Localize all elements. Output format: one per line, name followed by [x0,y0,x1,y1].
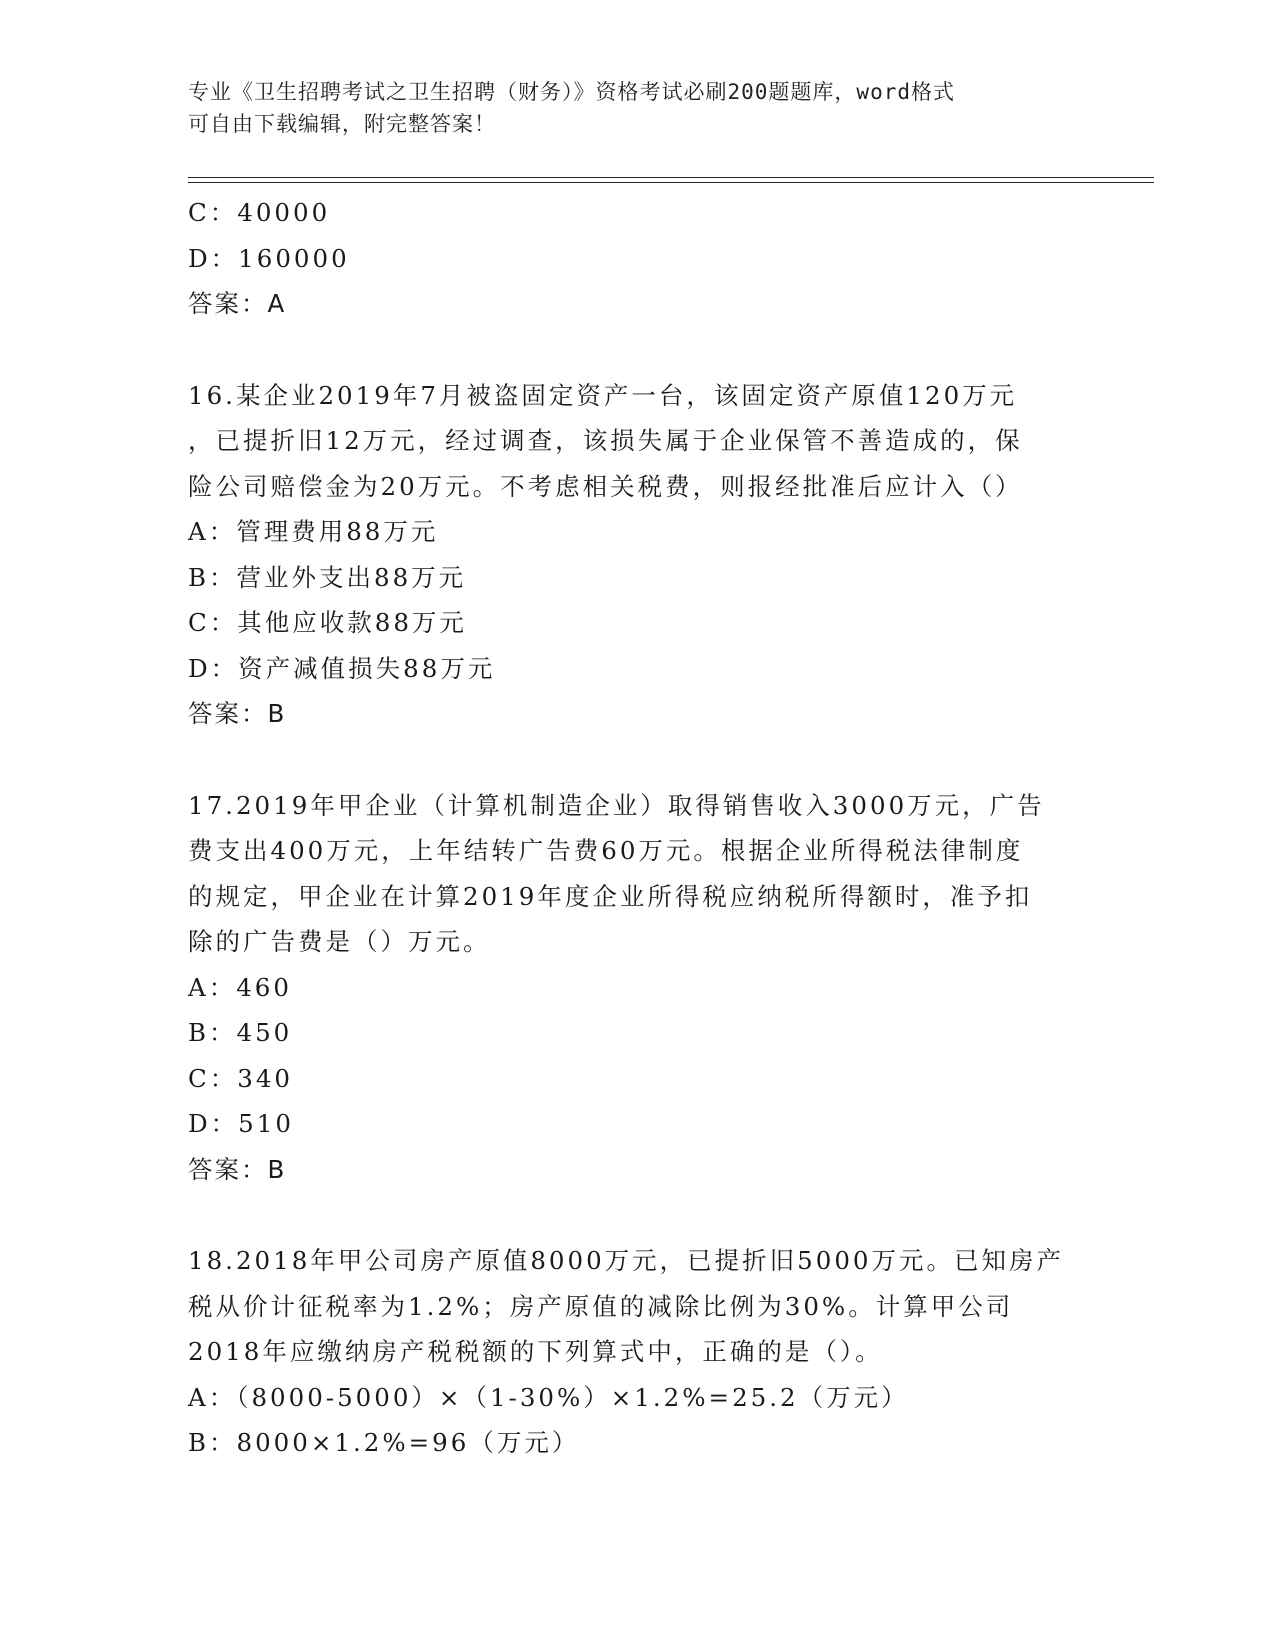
option-b: B：450 [188,1018,293,1047]
header-divider-bottom [188,182,1154,183]
answer-line: 答案：B [188,699,287,728]
option-a: A：管理费用88万元 [188,517,439,546]
option-d: D：160000 [188,243,350,273]
question-text-line: 的规定，甲企业在计算2019年度企业所得税应纳税所得额时，准予扣 [188,881,1033,911]
question-17 [188,783,1088,1193]
option-b: B：8000×1.2%=96（万元） [188,1428,580,1457]
question-16 [188,373,1088,737]
option-b: B：营业外支出88万元 [188,562,467,592]
option-d: D：510 [188,1109,294,1138]
question-text-line: 费支出400万元，上年结转广告费60万元。根据企业所得税法律制度 [188,836,1024,865]
spacer [188,1192,1088,1238]
header-title-line-1: 专业《卫生招聘考试之卫生招聘（财务）》资格考试必刷200题题库，word格式 [188,80,955,104]
header-divider-top [188,177,1154,178]
option-a: A：（8000-5000）×（1-30%）×1.2%=25.2（万元） [188,1382,909,1412]
question-text-line: 税从价计征税率为1.2%；房产原值的减除比例为30%。计算甲公司 [188,1291,1014,1321]
question-text-line: ，已提折旧12万元，经过调查，该损失属于企业保管不善造成的，保 [188,426,1023,455]
document-body [188,190,1088,1466]
spacer [188,327,1088,373]
previous-question [188,190,1088,327]
question-text-line: 险公司赔偿金为20万元。不考虑相关税费，则报经批准后应计入（） [188,471,1023,501]
option-c: C：340 [188,1063,294,1093]
option-c: C：40000 [188,198,331,227]
question-text-line: 17.2019年甲企业（计算机制造企业）取得销售收入3000万元，广告 [188,790,1045,820]
question-text-line: 16.某企业2019年7月被盗固定资产一台，该固定资产原值120万元 [188,380,1018,410]
answer-line: 答案：B [188,1154,287,1184]
header-title-line-2: 可自由下载编辑，附完整答案！ [188,112,496,136]
question-text-line: 2018年应缴纳房产税税额的下列算式中，正确的是（）。 [188,1337,883,1366]
question-text-line: 除的广告费是（）万元。 [188,927,491,956]
option-d: D：资产减值损失88万元 [188,653,496,683]
question-text-line: 18.2018年甲公司房产原值8000万元，已提折旧5000万元。已知房产 [188,1246,1065,1275]
spacer [188,737,1088,783]
question-18 [188,1238,1088,1466]
page-header [188,76,1088,140]
option-c: C：其他应收款88万元 [188,608,467,637]
option-a: A：460 [188,972,292,1002]
answer-line: 答案：A [188,289,287,318]
